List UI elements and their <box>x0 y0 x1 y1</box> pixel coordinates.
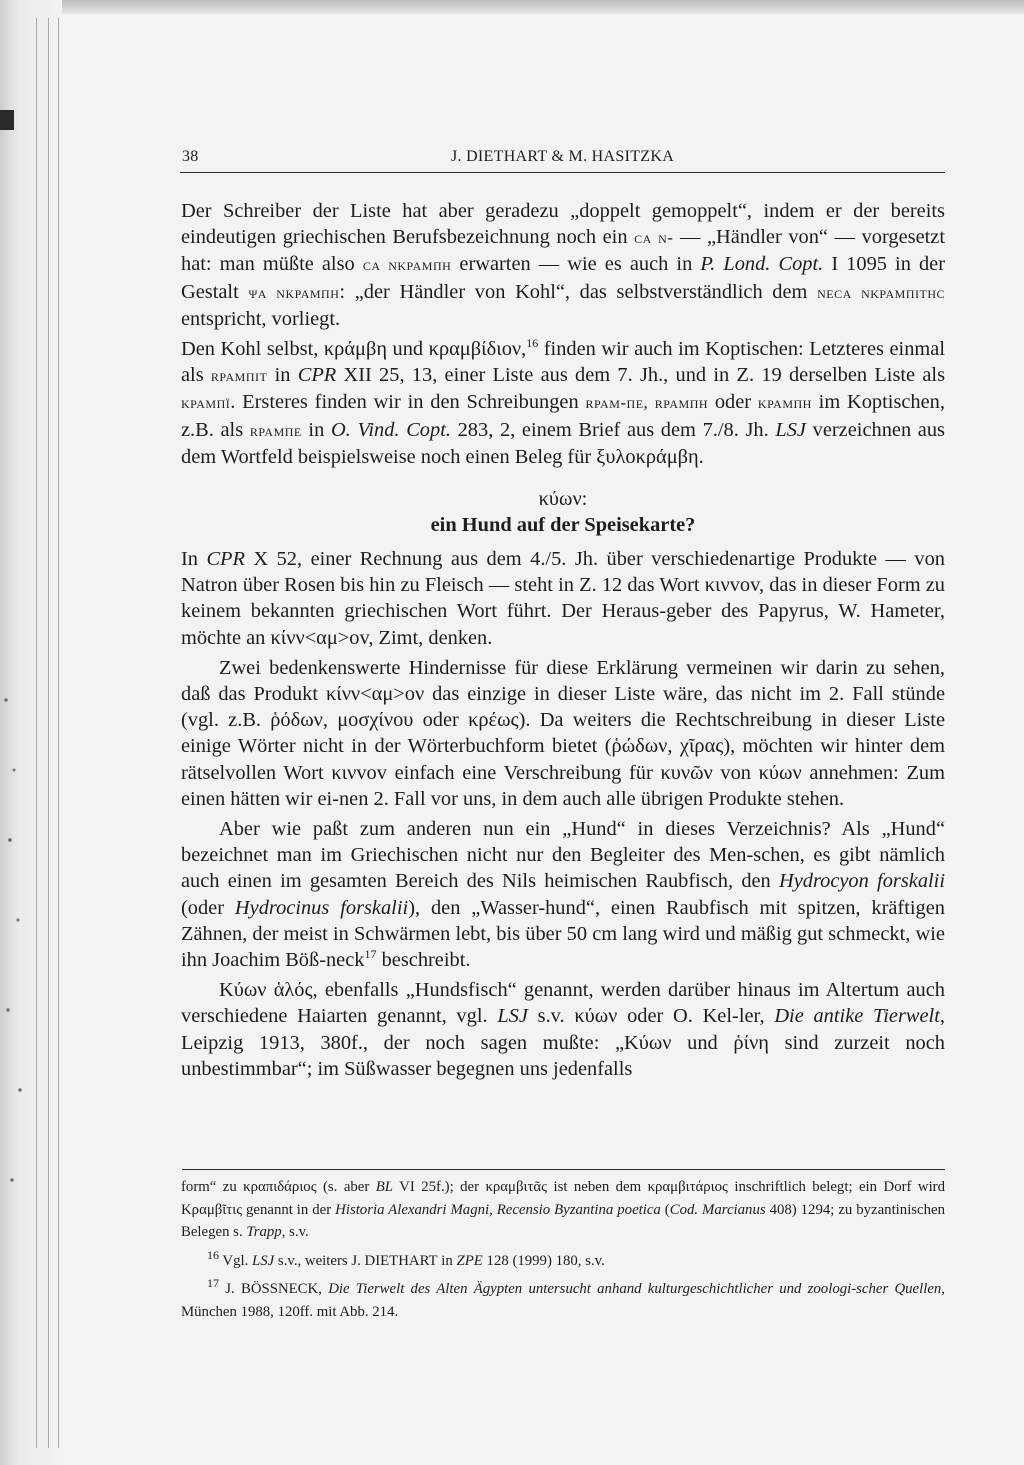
main-text <box>181 198 945 1086</box>
species-name: Hydrocyon forskalii <box>778 870 946 893</box>
coptic-word: rpam-πe, rpamπh <box>585 393 709 413</box>
text-run: 128 (1999) 180, s.v. <box>482 1252 605 1269</box>
citation: ZPE <box>456 1252 483 1269</box>
text-run: im Koptischen, z.B. als <box>181 391 945 441</box>
footnote-number: 17 <box>207 1276 219 1291</box>
section-heading <box>181 486 945 538</box>
text-run: entspricht, vorliegt. <box>181 307 341 330</box>
paragraph: Zwei bedenkenswerte Hindernisse für diese Erklärung vermeinen wir darin zu sehen, daß das Produkt κίνν<αμ>ον das einzige in dieser Liste wäre, das nicht im 2. Fall stünde (vgl. z.B. ῥόδων, μοσχίνου oder κρέως). Da weiters die Rechtschreibung in dieser Liste einige Wörter nicht in der Wörterbuchform bietet (ῥώδων, χῖρας), möchten wir hinter dem rätselvollen Wort κινvov einfach eine Verschreibung für κυνῶν von κύων annehmen: Zum einen hätten wir ei-nen 2. Fall vor uns, in dem auch alle übrigen Produkte stehen. <box>181 656 945 810</box>
coptic-word: ca nkpamπh <box>362 255 452 275</box>
text-run: : „der Händler von Kohl“, das selbstverständlich dem <box>339 280 818 303</box>
coptic-word: ca n- <box>634 228 674 248</box>
text-run: s.v., weiters J. D <box>274 1252 376 1269</box>
citation: LSJ <box>252 1252 275 1269</box>
footnote-16 <box>181 1247 945 1273</box>
footnote-number: 16 <box>207 1247 219 1262</box>
text-run: X 52, einer Rechnung aus dem 4./5. Jh. über verschiedenartige Produkte — von Natron über Rosen bis hin zu Fleisch — steht in Z. 12 das Wort κινvov, das in dieser Form zu keinem bekannten griechischen Wort führt. Der Heraus-geber des Papyrus, W. Hameter, möchte an κίνν<αμ>ov, Zimt, denken. <box>181 548 945 649</box>
text-run: J. B <box>219 1281 251 1297</box>
running-header <box>180 144 945 173</box>
footnote-rule <box>182 1169 945 1170</box>
author-smallcaps: ÖSSNECK <box>250 1281 319 1297</box>
species-name: Hydrocinus forskalii <box>234 896 409 919</box>
text-run: (oder <box>181 896 235 919</box>
scan-speckle <box>0 680 30 1280</box>
citation: P. Lond. Copt. <box>700 253 824 276</box>
paragraph <box>181 546 945 651</box>
footnotes <box>181 1176 945 1323</box>
text-run: Aber wie paßt zum anderen nun ein „Hund“ in dieses Verzeichnis? Als „Hund“ bezeichnet man im Griechischen nicht nur den Begleiter des Men-schen, es gibt nämlich auch einen im gesamten Bereich des Nils heimischen Raubfisch, den <box>181 818 945 893</box>
text-run: In <box>181 548 207 571</box>
footnote-continuation <box>181 1176 945 1244</box>
text-run: in <box>301 418 331 441</box>
page-top-edge <box>0 0 1024 14</box>
citation: CPR <box>297 364 337 387</box>
paragraph <box>181 816 945 973</box>
paragraph <box>181 336 945 470</box>
text-run: in <box>267 364 298 387</box>
spine-line <box>36 18 37 1448</box>
text-run: . Ersteres finden wir in den Schreibungen <box>230 391 586 414</box>
book-title: Die antike Tierwelt <box>774 1005 940 1028</box>
book-title: Historia Alexandri Magni, Recensio Byzantina poetica <box>335 1201 661 1218</box>
citation: O. Vind. Copt. <box>330 418 451 441</box>
heading-greek-word: κύων: <box>538 488 588 511</box>
text-run: Der Schreiber der Liste hat aber geradezu „doppelt gemoppelt“, indem er der bereits eindeutigen griechischen Berufsbezeichnung noch ein <box>181 200 945 249</box>
footnote-ref: 17 <box>364 947 377 962</box>
citation: BL <box>375 1179 393 1195</box>
coptic-word: kpamπï <box>181 393 231 413</box>
text-run: s.v. κύων oder O. Kel-ler, <box>527 1005 775 1028</box>
coptic-word: ψa nkpamπh <box>248 282 340 302</box>
text-run: finden wir auch im Koptischen: Letzteres einmal als <box>181 338 945 387</box>
paragraph <box>181 198 945 332</box>
citation: Trapp <box>246 1224 282 1240</box>
text-run: , s.v. <box>281 1224 309 1240</box>
author-smallcaps: IETHART <box>375 1252 438 1269</box>
text-run: , <box>318 1281 329 1297</box>
text-run: beschreibt. <box>376 949 471 972</box>
text-run: verzeichnen aus dem Wortfeld beispielsweise noch einen Beleg für ξυλοκράμβη. <box>181 418 945 468</box>
footnote-17 <box>181 1278 945 1323</box>
text-run: Vgl. <box>219 1252 253 1269</box>
footnote-ref: 16 <box>526 336 539 351</box>
citation: LSJ <box>497 1005 528 1028</box>
book-title: Die Tierwelt des Alten Ägypten untersucht anhand kulturgeschichtlicher und zoologi-scher Quellen <box>328 1281 942 1297</box>
spine-line <box>58 18 59 1448</box>
citation: LSJ <box>775 418 806 441</box>
text-run: , München 1988, 120ff. mit Abb. 214. <box>181 1281 945 1320</box>
text-run: I 1095 in der Gestalt <box>181 253 946 303</box>
text-run: 283, 2, einem Brief aus dem 7./8. Jh. <box>450 418 776 441</box>
spine-line <box>48 18 49 1448</box>
citation: CPR <box>206 548 245 571</box>
citation: Cod. Marcianus <box>669 1201 766 1218</box>
heading-title: ein Hund auf der Speisekarte? <box>430 514 696 537</box>
text-run: erwarten — wie es auch in <box>451 253 701 276</box>
coptic-word: neca nkpamπithc <box>817 282 945 302</box>
coptic-word: kpamπh <box>757 393 812 413</box>
text-run: XII 25, 13, einer Liste aus dem 7. Jh., und in Z. 19 derselben Liste als <box>336 364 946 387</box>
text-run: , Leipzig 1913, 380f., der noch sagen mußte: „Κύων und ῥίνη sind zurzeit noch unbestimmbar“; im Süßwasser begegnen uns jedenfalls <box>181 1005 945 1080</box>
text-run: Κύων ἁλός, ebenfalls „Hundsfisch“ genannt, werden darüber hinaus im Altertum auch verschiedene Haiarten genannt, vgl. <box>181 979 945 1028</box>
text-run: Den Kohl selbst, κράμβη und κραμβίδιον, <box>181 338 527 361</box>
scan-artifact <box>0 110 14 130</box>
page-number: 38 <box>182 148 199 165</box>
text-run: 408) 1294; zu byzantinischen Belegen s. <box>181 1201 945 1240</box>
text-run: in <box>437 1252 457 1269</box>
text-run: — „Händler von“ — vorgesetzt hat: man müßte also <box>181 226 945 276</box>
paragraph <box>181 977 945 1082</box>
running-title: J. DIETHART & M. HASITZKA <box>450 148 675 165</box>
coptic-word: rpamπe <box>249 420 302 440</box>
text-run: ( <box>660 1201 670 1218</box>
coptic-word: rpamπit <box>210 366 268 386</box>
text-run: VI 25f.); der κραμβιτᾶς ist neben dem κραμβιτάριος inschriftlich belegt; ein Dorf wird Κραμβῖτις genannt in der <box>181 1179 946 1218</box>
text-run: form“ zu κραπιδάριος (s. aber <box>181 1179 376 1195</box>
text-run: ), den „Wasser-hund“, einen Raubfisch mit spitzen, kräftigen Zähnen, der meist in Schwärmen lebt, bis über 50 cm lang wird und mäßig gut schmeckt, wie ihn Joachim Böß-neck <box>181 896 945 972</box>
text-run: oder <box>708 391 758 414</box>
